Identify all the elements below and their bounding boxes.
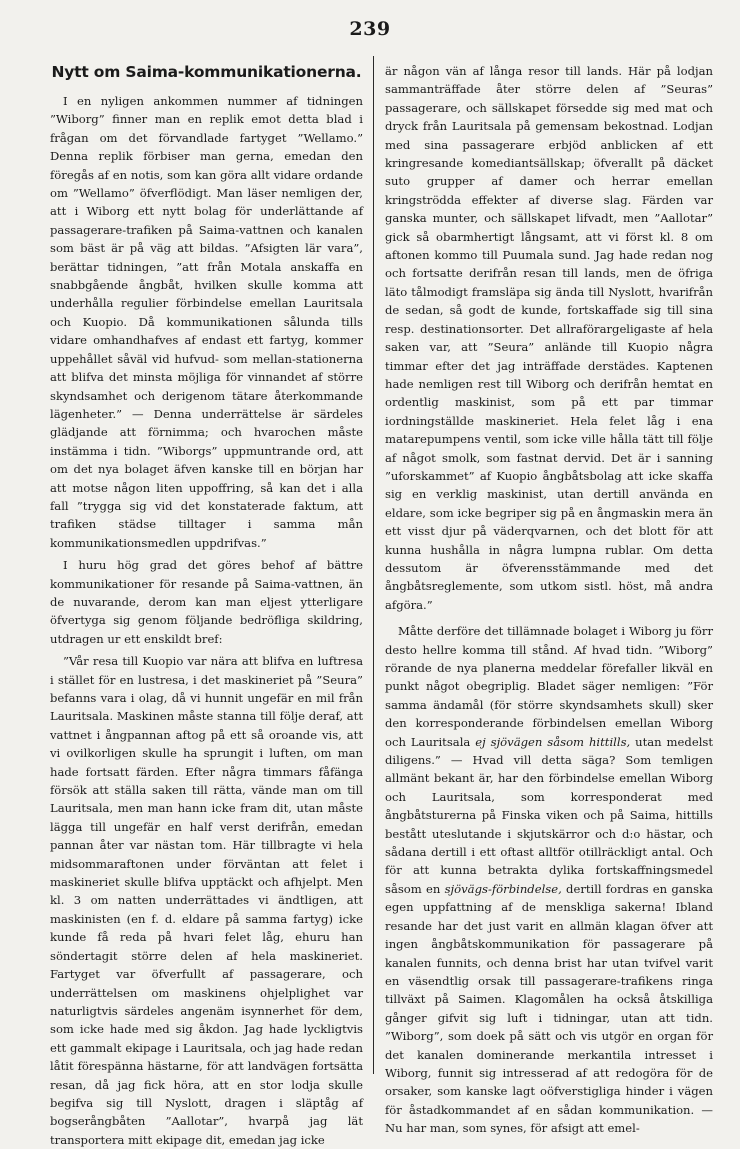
paragraph-text: Måtte derföre det tillämnade bolaget i Wiborg ju förr desto hellre komma till stånd. Af hvad tidn. ”Wiborg” rörande de nya planerna meddelar förefaller likväl en punkt något obegriplig. Bladet säger nemligen: ”För samma ändamål (för större skyndsamhets skull) sker den korresponderande förbindelsen emellan Wiborg och Lauritsala [385, 624, 713, 749]
paragraph-text: dertill fordras en ganska egen uppfattning af de menskliga sakerna! Ibland resande har det just varit en allmän klagan öfver att ingen ångbåtskommunikation för passagerare på kanalen funnits, och denna brist har utan tvifvel varit en väsendtlig orsak till passagerare-trafikens ringa tillväxt på Saimen. Klagomålen ha också åtskilliga gånger gifvit sig luft i tidningar, utan att tidn. ”Wiborg”, som doek på sätt och vis utgör en organ för det kanalen dominerande merkantila intresset i Wiborg, funnit sig intresserad af att redogöra för de orsaker, som kanske lagt oöfverstigliga hinder i vägen för åstadkommandet af en sådan kommunikation. — Nu har man, som synes, för afsigt att emel- [385, 881, 714, 1136]
right-column [385, 62, 714, 1136]
italic-phrase: ej sjövägen såsom hittills, [475, 734, 631, 749]
letter-quote-paragraph: ”Vår resa till Kuopio var nära att blifva en luftresa i stället för en lustresa, i det maskineriet på ”Seura” befanns vara i olag, då vi hunnit ungefär en mil från Lauritsala. Maskinen måste stanna till följe deraf, att vattnet i ångpannan aftog på ett så oroande vis, att vi ovilkorligen skulle ha sprungit i luften, om man hade fortsatt färden. Efter några timmars fåfänga försök att ställa saken till rätta, vände man om till Lauritsala, men man hann icke fram dit, utan måste lägga till ungefär en half verst derifrån, emedan pannan åter var nästan tom. Här tillbragte vi hela midsommaraftonen under förväntan att felet i maskineriet skulle blifva upptäckt och afhjelpt. Men kl. 3 om natten underrättades vi ändtligen, att maskinisten (en f. d. eldare på samma fartyg) icke kunde få reda på hvari felet låg, ehuru han söndertagit större delen af hela maskineriet. Fartyget var öfverfullt af passagerare, och underrättelsen om maskinens ohjelplighet var naturligtvis särdeles angenäm isynnerhet för dem, som icke hade med sig åkdon. Jag hade lyckligtvis ett gammalt ekipage i Lauritsala, och jag hade redan låtit förespänna hästarne, för att landvägen fortsätta resan, då jag fick höra, att en stor lodja skulle begifva sig till Nyslott, dragen i släptåg af bogserångbåten ”Aallotar”, hvarpå jag lät transportera mitt ekipage dit, emedan jag icke [50, 654, 363, 1147]
paragraph-continuation: är någon vän af långa resor till lands. Här på lodjan sammanträffade åter större delen af ”Seuras” passagerare, och sällskapet försedde sig med mat och dryck från Lauritsala på gemensam bekostnad. Lodjan med sina passagerare erbjöd anblicken af ett kringresande komediantsällskap; öfverallt på däcket suto grupper af damer och herrar emellan kringströdda effekter af diverse slag. Färden var ganska munter, och sällskapet lifvadt, men ”Aallotar” gick så obarmhertigt långsamt, att vi först kl. 8 om aftonen kommo till Puumala sund. Jag hade redan nog och fortsatte derifrån resan till lands, men de öfriga läto tålmodigt framsläpa sig ända till Nyslott, hvarifrån de sedan, så godt de kunde, fortskaffade sig till sina resp. destinationsorter. Det allraförargeligaste af hela saken var, att ”Seura” anlände till Kuopio några timmar efter det jag inträffade derstädes. Kaptenen hade nemligen rest till Wiborg och derifrån hemtat en ordentlig maskinist, som på ett par timmar iordningställde maskineriet. Hela felet låg i ena matarepumpens ventil, som icke ville hålla tätt till följe af något smolk, som fastnat dervid. Det är i sanning ”uforskammet” af Kuopio ångbåtsbolag att icke skaffa sig en verklig maskinist, utan dertill använda en eldare, som icke begriper sig på en ångmaskin mera än ett visst djur på väderqvarnen, och det blott för att kunna hushålla in några lumpna rublar. Om detta dessutom är öfverensstämmande med det ångbåtsreglemente, som utkom sistl. höst, må andra afgöra.” [385, 64, 713, 612]
article-title: Nytt om Saima-kommunikationerna. [51, 63, 362, 81]
italic-phrase: sjövägs-förbindelse, [444, 881, 562, 896]
paragraph [385, 622, 713, 1137]
page-number: 239 [349, 18, 391, 40]
paragraph-text: utan medelst diligens.” — Hvad vill detta säga? Som temligen allmänt bekant är, har den förbindelse emellan Wiborg och Lauritsala, som korresponderat med ångbåtsturerna på Finska viken och på Saima, hittills bestått uteslutande i skjutskärror och d:o hästar, och sådana dertill i ett oftast alltför otillräckligt antal. Och för att kunna betrakta dylika fortskaffningsmedel såsom en [385, 734, 714, 896]
paragraph: I huru hög grad det göres behof af bättre kommunikationer för resande på Saima-vattnen, än de nuvarande, derom kan man eljest ytterligare öfvertyga sig genom följande bedröfliga skildring, utdragen ur ett enskildt bref: [50, 558, 363, 646]
paragraph: I en nyligen ankommen nummer af tidningen ”Wiborg” finner man en replik emot detta blad i frågan om det förvandlade fartyget ”Wellamo.” Denna replik förbiser man gerna, emedan den föregås af en notis, som kan göra allt vidare ordande om ”Wellamo” öfverflödigt. Man läser nemligen der, att i Wiborg ett nytt bolag för underlättande af passagerare-trafiken på Saima-vattnen och kanalen som bäst är på väg att bildas. ”Afsigten lär vara”, berättar tidningen, ”att från Motala anskaffa en snabbgående ångbåt, hvilken skulle komma att underhålla regulier förbindelse emellan Lauritsala och Kuopio. Då kommunikationen sålunda tills vidare omhandhafves af endast ett fartyg, kommer uppehållet såväl vid hufvud- som mellan-stationerna att blifva det minsta möjliga för vinnandet af större skyndsamhet och derigenom tätare återkommande lägenheter.” — Denna underrättelse är särdeles glädjande att förnimma; och hvarochen måste instämma i tidn. ”Wiborgs” uppmuntrande ord, att om det nya bolaget äfven kanske till en början har att motse någon liten uppoffring, så kan det i alla fall ”trygga sig vid det konstaterade faktum, att trafiken städse tilltager i samma mån kommunikationsmedlen uppdrifvas.” [50, 94, 363, 550]
column-divider [373, 56, 374, 1074]
left-column [50, 62, 363, 1147]
